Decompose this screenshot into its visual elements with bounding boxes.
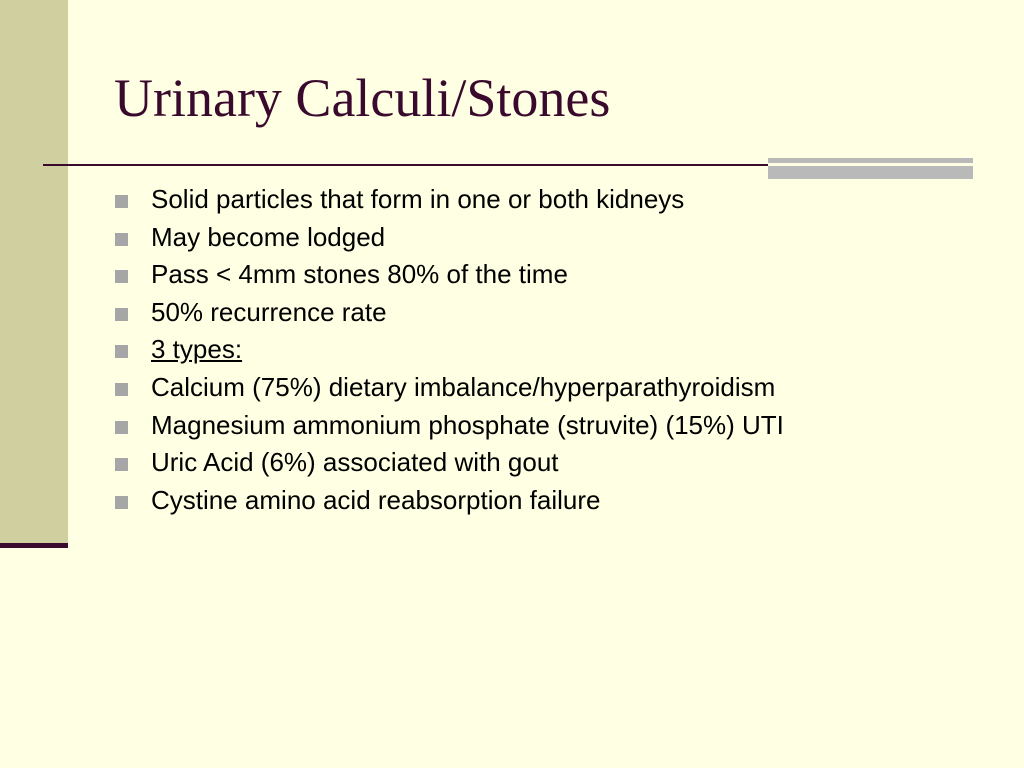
bullet-list xyxy=(112,181,784,519)
square-bullet-icon xyxy=(115,458,128,471)
bullet-item xyxy=(112,294,784,332)
bullet-text: Pass < 4mm stones 80% of the time xyxy=(151,259,568,290)
bullet-text: Calcium (75%) dietary imbalance/hyperparathyroidism xyxy=(151,371,776,402)
square-bullet-icon xyxy=(115,496,128,509)
bullet-item xyxy=(112,331,784,369)
square-bullet-icon xyxy=(115,233,128,246)
square-bullet-icon xyxy=(115,345,128,358)
bullet-item xyxy=(112,407,784,445)
bullet-text: Solid particles that form in one or both kidneys xyxy=(151,184,685,214)
bullet-text: May become lodged xyxy=(151,221,386,252)
square-bullet-icon xyxy=(115,421,128,434)
bullet-item xyxy=(112,444,784,482)
accent-double-bar xyxy=(768,158,973,179)
square-bullet-icon xyxy=(115,383,128,396)
bullet-text: Uric Acid (6%) associated with gout xyxy=(151,447,559,478)
bullet-item xyxy=(112,369,784,407)
bullet-text: Cystine amino acid reabsorption failure xyxy=(151,484,601,515)
bullet-item xyxy=(112,482,784,520)
square-bullet-icon xyxy=(115,195,128,208)
side-bar-underline xyxy=(0,543,68,548)
bullet-item xyxy=(112,181,784,219)
bullet-item xyxy=(112,256,784,294)
slide-title: Urinary Calculi/Stones xyxy=(114,68,611,128)
square-bullet-icon xyxy=(115,308,128,321)
square-bullet-icon xyxy=(115,270,128,283)
side-decorative-bar xyxy=(0,0,68,545)
bullet-text-types-heading: 3 types: xyxy=(151,334,243,365)
bullet-text: Magnesium ammonium phosphate (struvite) (15%) UTI xyxy=(151,409,784,440)
bullet-text: 50% recurrence rate xyxy=(151,296,387,327)
bullet-item xyxy=(112,219,784,257)
